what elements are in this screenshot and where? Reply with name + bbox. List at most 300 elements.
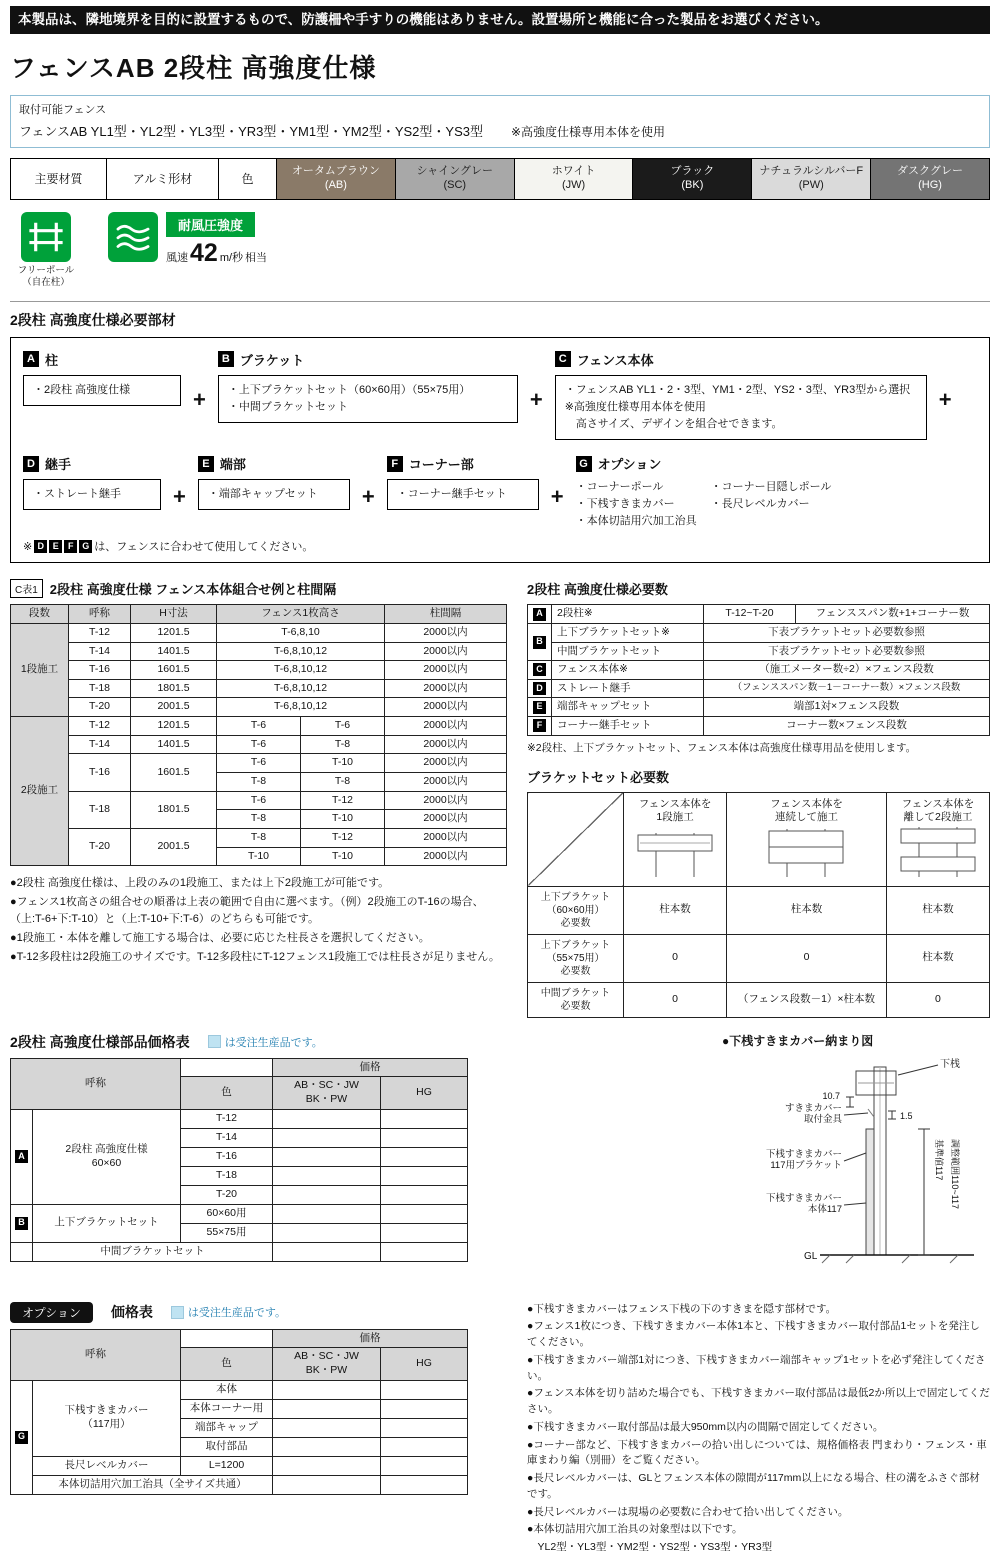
part-item: ・フェンスAB YL1・2・3型、YM1・2型、YS2・3型、YR3型から選択 — [564, 383, 911, 396]
letter-badge: A — [15, 1150, 28, 1163]
material-value: アルミ形材 — [107, 159, 219, 199]
combination-notes — [10, 875, 507, 966]
plus-icon: + — [361, 484, 375, 510]
price-cell — [381, 1185, 468, 1204]
color-code: (JW) — [561, 179, 586, 192]
bset-col-line: フェンス本体を — [901, 797, 975, 810]
price-name: 本体切詰用穴加工治具（全サイズ共通） — [33, 1475, 273, 1494]
made-to-order-legend — [208, 1034, 323, 1050]
combination-table — [10, 604, 507, 866]
bracket-qty-title: ブラケットセット必要数 — [527, 769, 669, 785]
freepole-badge — [10, 212, 82, 289]
table-row — [11, 717, 507, 736]
cover-diagram-drawing — [722, 1053, 990, 1285]
t1-cell: T-10 — [301, 810, 385, 829]
table-row — [11, 828, 507, 847]
fence-separated-rows-icon — [895, 825, 981, 879]
name-line: 2段柱 高強度仕様 — [65, 1142, 148, 1155]
price-cell — [273, 1475, 381, 1494]
wind-title: 耐風圧強度 — [166, 212, 255, 237]
note-line: ●下桟すきまカバーはフェンス下桟の下のすきまを隠す部材です。 — [527, 1302, 837, 1315]
part-item: ・コーナーポール — [575, 481, 664, 494]
t1-cell: T-16 — [69, 754, 131, 791]
table-row — [11, 735, 507, 754]
color-swatch-ab — [277, 159, 396, 199]
color-name: ブラック — [670, 165, 715, 178]
note-line: YL2型・YL3型・YM2型・YS2型・YS3型・YR3型 — [527, 1541, 773, 1552]
note-line: ●コーナー部など、下桟すきまカバーの拾い出しについては、規格価格表 門まわり・フェンス・車庫まわり編（別冊）をご覧ください。 — [527, 1438, 987, 1467]
compatible-fence-label: 取付可能フェンス — [19, 104, 107, 117]
made-to-order-legend — [171, 1304, 286, 1320]
color-swatch-pw — [752, 159, 871, 199]
part-letter-e: E — [198, 456, 214, 472]
col-header: 価格 — [273, 1329, 468, 1348]
t1-cell: T-14 — [69, 642, 131, 661]
color-swatch-jw — [515, 159, 634, 199]
col-header: 呼称 — [11, 1058, 181, 1109]
color-group: BK・PW — [305, 1092, 348, 1105]
t1-cell: T-6 — [217, 717, 301, 736]
price-size: 60×60用 — [181, 1204, 273, 1223]
cover-diagram-title: ●下桟すきまカバー納まり図 — [722, 1033, 874, 1048]
table-row — [528, 698, 990, 717]
t1-cell: T-6 — [217, 735, 301, 754]
t1-cell: 2000以内 — [385, 828, 507, 847]
letter-badge: C — [533, 663, 546, 676]
part-item: ※高強度仕様専用本体を使用 — [564, 400, 706, 413]
t1-cell: T-10 — [301, 847, 385, 866]
t1-cell: T-8 — [217, 772, 301, 791]
t1-cell: T-14 — [69, 735, 131, 754]
table-row — [528, 934, 990, 982]
required-parts-box — [10, 337, 990, 563]
color-code: (SC) — [443, 179, 467, 192]
req-formula: コーナー数×フェンス段数 — [704, 717, 990, 736]
t1-cell: T-20 — [69, 698, 131, 717]
price-size: T-12 — [181, 1109, 273, 1128]
part-item: ・本体切詰用穴加工治具 — [575, 515, 697, 528]
req-formula: 下表ブラケットセット必要数参照 — [704, 623, 990, 642]
table-row — [11, 1204, 468, 1223]
table1-title: 2段柱 高強度仕様 フェンス本体組合せ例と柱間隔 — [49, 582, 337, 598]
color-code: (AB) — [324, 179, 347, 192]
price-cell — [381, 1242, 468, 1261]
t1-cell: 2000以内 — [385, 679, 507, 698]
t1-cell: T-16 — [69, 661, 131, 680]
table-row — [11, 661, 507, 680]
price-cell — [273, 1223, 381, 1242]
price-letter — [11, 1109, 33, 1204]
color-group: AB・SC・JW — [294, 1079, 359, 1092]
label-bracket-2: 117用ブラケット — [770, 1159, 842, 1171]
t1-cell: 2000以内 — [385, 810, 507, 829]
wind-icon — [108, 212, 158, 262]
material-label: 主要材質 — [11, 159, 107, 199]
wind-suffix: 相当 — [245, 252, 268, 265]
table-row — [11, 1380, 468, 1399]
row-group-label: 1段施工 — [11, 623, 69, 716]
price-size: T-16 — [181, 1147, 273, 1166]
price-cell — [381, 1109, 468, 1128]
color-swatch-bk — [633, 159, 752, 199]
t1-cell: 2000以内 — [385, 717, 507, 736]
table-row — [11, 698, 507, 717]
part-group-option — [576, 454, 832, 530]
diagonal-cell — [528, 792, 624, 886]
plus-icon: + — [529, 387, 543, 412]
bset-cell: 0 — [624, 982, 727, 1017]
price-cell — [381, 1204, 468, 1223]
req-formula: 下表ブラケットセット必要数参照 — [704, 642, 990, 661]
price-table — [10, 1058, 468, 1262]
letter-badge: G — [15, 1431, 28, 1444]
req-letter — [528, 661, 552, 680]
price-cell — [273, 1380, 381, 1399]
price-cell — [273, 1204, 381, 1223]
price-cell — [381, 1437, 468, 1456]
required-qty-title: 2段柱 高強度仕様必要数 — [527, 582, 668, 598]
bset-label-line: （60×60用） — [546, 904, 605, 916]
legend-text: は受注生産品です。 — [224, 1036, 323, 1049]
t1-cell: 2000以内 — [385, 642, 507, 661]
part-group-post — [23, 350, 181, 406]
bset-col-header — [727, 792, 887, 886]
t1-cell: 1201.5 — [131, 717, 217, 736]
table-row — [11, 1456, 468, 1475]
t1-cell: 2001.5 — [131, 698, 217, 717]
t1-cell: T-12 — [301, 791, 385, 810]
price-cell — [273, 1166, 381, 1185]
note-line: ●長尺レベルカバーは現場の必要数に合わせて拾い出してください。 — [527, 1505, 849, 1518]
label-bottom-rail: 下桟 — [940, 1058, 960, 1070]
col-header: HG — [381, 1077, 468, 1109]
label-gl: GL — [804, 1250, 818, 1262]
bset-row-label — [528, 982, 624, 1017]
price-size: 端部キャップ — [181, 1418, 273, 1437]
price-letter — [11, 1204, 33, 1242]
color-name: オータムブラウン — [291, 165, 380, 178]
label-fitting-1: すきまカバー — [784, 1102, 842, 1114]
req-name: フェンス本体※ — [552, 661, 704, 680]
bset-col-line: フェンス本体を — [770, 797, 843, 810]
note-line: ●下桟すきまカバー取付部品は最大950mm以内の間隔で固定してください。 — [527, 1420, 884, 1433]
part-group-bracket — [218, 350, 518, 423]
name-line: 60×60 — [91, 1156, 122, 1169]
dim-1-5: 1.5 — [900, 1110, 913, 1121]
req-name: 中間ブラケットセット — [552, 642, 704, 661]
option-badge: オプション — [10, 1302, 93, 1323]
t1-cell: T-20 — [69, 828, 131, 865]
t1-cell: T-6 — [217, 791, 301, 810]
color-code: (PW) — [798, 179, 824, 192]
t1-cell: T-6,8,10,12 — [217, 661, 385, 680]
compatible-fence-box — [10, 95, 990, 148]
dim-standard-117: 基準値117 — [934, 1138, 944, 1180]
t1-cell: 1401.5 — [131, 642, 217, 661]
part-group-name: オプション — [597, 457, 662, 473]
t1-cell: 1401.5 — [131, 735, 217, 754]
t1-cell: T-8 — [217, 828, 301, 847]
part-group-end — [198, 454, 350, 510]
table-row — [528, 679, 990, 698]
col-header: 色 — [181, 1348, 273, 1380]
req-formula: （フェンススパン数－1－コーナー数）×フェンス段数 — [704, 679, 990, 698]
color-label: 色 — [219, 159, 277, 199]
t1-cell: 1801.5 — [131, 679, 217, 698]
fence-stacked-rows-icon — [763, 825, 849, 879]
t1-cell: T-6 — [217, 754, 301, 773]
legend-swatch — [208, 1035, 221, 1048]
table-row — [528, 982, 990, 1017]
t1-cell: T-10 — [217, 847, 301, 866]
col-header: フェンス1枚高さ — [217, 605, 385, 624]
note-letter-f: F — [64, 540, 77, 553]
blank-header — [181, 1329, 273, 1348]
label-body-2: 本体117 — [807, 1203, 842, 1215]
price-letter — [11, 1380, 33, 1494]
req-name: ストレート継手 — [552, 679, 704, 698]
t1-cell: T-6,8,10,12 — [217, 698, 385, 717]
note-line: ●フェンス本体を切り詰めた場合でも、下桟すきまカバー取付部品は最低2か所以上で固定してください。 — [527, 1387, 990, 1416]
price-size: T-18 — [181, 1166, 273, 1185]
color-name: ホワイト — [551, 165, 596, 178]
table-row — [11, 642, 507, 661]
req-letter — [528, 605, 552, 624]
price-cell — [381, 1456, 468, 1475]
materials-bar — [10, 158, 990, 200]
table-row — [11, 1242, 468, 1261]
price-table-title: 2段柱 高強度仕様部品価格表 — [10, 1033, 190, 1050]
bset-cell: 柱本数 — [886, 934, 989, 982]
option-price-title: 価格表 — [110, 1304, 153, 1321]
t1-cell: T-8 — [301, 772, 385, 791]
bset-col-header — [624, 792, 727, 886]
col-header: H寸法 — [131, 605, 217, 624]
note-line: ●本体切詰用穴加工治具の対象型は以下です。 — [527, 1523, 743, 1536]
t1-cell: T-18 — [69, 791, 131, 828]
t1-cell: T-6,8,10 — [217, 623, 385, 642]
legend-swatch — [171, 1306, 184, 1319]
part-letter-b: B — [218, 351, 234, 367]
part-group-name: 柱 — [45, 352, 59, 368]
part-item: 高さサイズ、デザインを組合せできます。 — [564, 418, 783, 431]
part-letter-c: C — [555, 351, 571, 367]
note-line: ●フェンス1枚高さの組合せの順番は上表の範囲で自由に選べます。（例）2段施工のT-16の場合、（上:T-6+下:T-10）と（上:T-10+下:T-6）のどちらも可能です。 — [10, 896, 484, 926]
t1-cell: T-12 — [69, 623, 131, 642]
t1-cell: 2000以内 — [385, 754, 507, 773]
color-swatch-hg — [871, 159, 989, 199]
table-row — [528, 605, 990, 624]
part-group-name: 継手 — [45, 457, 72, 473]
part-group-joint — [23, 454, 161, 510]
part-group-name: 端部 — [219, 457, 246, 473]
col-header: 価格 — [273, 1058, 468, 1077]
row-group-label: 2段施工 — [11, 717, 69, 866]
price-name: 長尺レベルカバー — [33, 1456, 181, 1475]
letter-badge: F — [533, 719, 546, 732]
bracket-qty-table — [527, 792, 990, 1018]
part-item: ・中間ブラケットセット — [227, 400, 348, 413]
req-letter — [528, 717, 552, 736]
t1-cell: 2000以内 — [385, 847, 507, 866]
part-item: ・長尺レベルカバー — [710, 498, 810, 511]
price-size: 55×75用 — [181, 1223, 273, 1242]
t1-cell: 2000以内 — [385, 623, 507, 642]
part-item: ・上下ブラケットセット（60×60用）（55×75用） — [227, 383, 471, 396]
col-header: 呼称 — [69, 605, 131, 624]
part-item: ・コーナー継手セット — [396, 488, 507, 501]
price-cell — [273, 1418, 381, 1437]
color-group: BK・PW — [305, 1363, 348, 1376]
t1-cell: T-10 — [301, 754, 385, 773]
t1-cell: T-12 — [69, 717, 131, 736]
part-item: ・下桟すきまカバー — [575, 498, 675, 511]
color-code: (HG) — [918, 179, 942, 192]
color-name: ナチュラルシルバーF — [759, 165, 864, 178]
letter-badge: D — [533, 682, 546, 695]
t1-cell: 2001.5 — [131, 828, 217, 865]
bset-label-line: 必要数 — [560, 917, 591, 929]
req-formula: （施工メーター数÷2）×フェンス段数 — [704, 661, 990, 680]
table-row — [11, 623, 507, 642]
note-letter-g: G — [79, 540, 92, 553]
table-row — [528, 661, 990, 680]
note-line: ●長尺レベルカバーは、GLとフェンス本体の隙間が117mm以上になる場合、柱の溝をふさぐ部材です。 — [527, 1472, 980, 1500]
table-row — [528, 717, 990, 736]
bset-label-line: 上下ブラケット — [540, 939, 611, 951]
col-header: 呼称 — [11, 1329, 181, 1380]
col-header: HG — [381, 1348, 468, 1380]
plus-icon: + — [938, 387, 952, 412]
price-name — [33, 1380, 181, 1456]
price-size: 本体 — [181, 1380, 273, 1399]
color-swatch-sc — [396, 159, 515, 199]
col-header — [273, 1077, 381, 1109]
req-name: 端部キャップセット — [552, 698, 704, 717]
freepole-label: フリーポール — [17, 265, 75, 277]
freepole-icon — [21, 212, 71, 262]
req-letter — [528, 679, 552, 698]
t1-cell: T-8 — [301, 735, 385, 754]
table-row — [528, 886, 990, 934]
bset-col-line: フェンス本体を — [638, 797, 712, 810]
t1-cell: 2000以内 — [385, 661, 507, 680]
letter-badge: A — [533, 608, 546, 621]
required-qty-table — [527, 604, 990, 735]
t1-cell: 2000以内 — [385, 735, 507, 754]
price-size: T-14 — [181, 1128, 273, 1147]
table-row — [11, 1109, 468, 1128]
letter-badge: B — [533, 636, 546, 649]
parts-section-title: 2段柱 高強度仕様必要部材 — [10, 311, 176, 328]
label-fitting-2: 取付金具 — [803, 1113, 842, 1125]
t1-cell: 2000以内 — [385, 791, 507, 810]
note-line: ●下桟すきまカバー端部1対につき、下桟すきまカバー端部キャップ1セットを必ず発注してください。 — [527, 1353, 986, 1382]
bset-cell: 柱本数 — [727, 886, 887, 934]
bset-col-header — [886, 792, 989, 886]
t1-cell: T-6,8,10,12 — [217, 642, 385, 661]
note-mark: ※ — [23, 540, 33, 553]
part-item: ・端部キャップセット — [207, 488, 318, 501]
cover-detail-diagram — [722, 1032, 990, 1288]
dim-10-7: 10.7 — [822, 1090, 840, 1101]
note-line: ●T-12多段柱は2段施工のサイズです。T-12多段柱にT-12フェンス1段施工では柱長さが足りません。 — [10, 951, 500, 964]
fence-single-row-icon — [632, 825, 718, 879]
compatible-fence-models: フェンスAB YL1型・YL2型・YL3型・YR3型・YM1型・YM2型・YS2型・YS3型 — [19, 124, 483, 140]
bset-col-line: 連続して施工 — [774, 811, 838, 824]
part-group-name: ブラケット — [239, 352, 305, 368]
col-header: 柱間隔 — [385, 605, 507, 624]
compatible-fence-note: ※高強度仕様専用本体を使用 — [510, 125, 666, 140]
price-cell — [381, 1399, 468, 1418]
bset-cell: 0 — [624, 934, 727, 982]
price-cell — [381, 1128, 468, 1147]
bset-label-line: 必要数 — [560, 965, 591, 977]
freepole-sublabel: （自在柱） — [22, 277, 70, 289]
color-name: ダスクグレー — [897, 165, 964, 178]
bset-label-line: 上下ブラケット — [540, 891, 611, 903]
t1-cell: 1601.5 — [131, 754, 217, 791]
table-row — [11, 679, 507, 698]
t1-cell: T-6,8,10,12 — [217, 679, 385, 698]
part-letter-a: A — [23, 351, 39, 367]
bset-cell: 柱本数 — [886, 886, 989, 934]
part-group-corner — [387, 454, 539, 510]
color-name: シャイングレー — [416, 165, 494, 178]
letter-badge: B — [15, 1217, 28, 1230]
part-group-name: コーナー部 — [408, 457, 474, 473]
price-cell — [273, 1185, 381, 1204]
note-text: は、フェンスに合わせて使用してください。 — [94, 541, 314, 554]
col-header: 色 — [181, 1077, 273, 1109]
price-size: 本体コーナー用 — [181, 1399, 273, 1418]
price-size: 取付部品 — [181, 1437, 273, 1456]
bset-label-line: （55×75用） — [546, 952, 605, 964]
label-body-1: 下桟すきまカバー — [765, 1192, 842, 1204]
note-letter-d: D — [34, 540, 47, 553]
table1-tag: C表1 — [10, 579, 43, 598]
price-name — [33, 1109, 181, 1204]
table-row — [528, 792, 990, 886]
bset-row-label — [528, 934, 624, 982]
name-line: （117用） — [82, 1418, 131, 1431]
price-name: 上下ブラケットセット — [33, 1204, 181, 1242]
feature-badges — [10, 212, 990, 289]
req-name: コーナー継手セット — [552, 717, 704, 736]
t1-cell: T-12 — [301, 828, 385, 847]
required-qty-note: ※2段柱、上下ブラケットセット、フェンス本体は高強度仕様専用品を使用します。 — [527, 741, 917, 754]
price-cell — [381, 1166, 468, 1185]
table-row — [528, 642, 990, 661]
price-cell — [273, 1242, 381, 1261]
option-notes — [527, 1302, 990, 1552]
price-cell — [273, 1109, 381, 1128]
plus-icon: + — [193, 387, 206, 412]
t1-cell: 2000以内 — [385, 772, 507, 791]
part-letter-d: D — [23, 456, 39, 472]
price-cell — [381, 1418, 468, 1437]
req-size: T-12~T-20 — [704, 605, 796, 624]
req-letter — [528, 623, 552, 660]
t1-cell: T-6 — [301, 717, 385, 736]
note-line: ●2段柱 高強度仕様は、上段のみの1段施工、または上下2段施工が可能です。 — [10, 877, 390, 890]
price-cell — [273, 1399, 381, 1418]
t1-cell: 1601.5 — [131, 661, 217, 680]
price-cell — [381, 1147, 468, 1166]
label-bracket-1: 下桟すきまカバー — [765, 1148, 842, 1160]
part-group-name: フェンス本体 — [576, 352, 654, 368]
bset-label-line: 中間ブラケット — [540, 987, 611, 999]
